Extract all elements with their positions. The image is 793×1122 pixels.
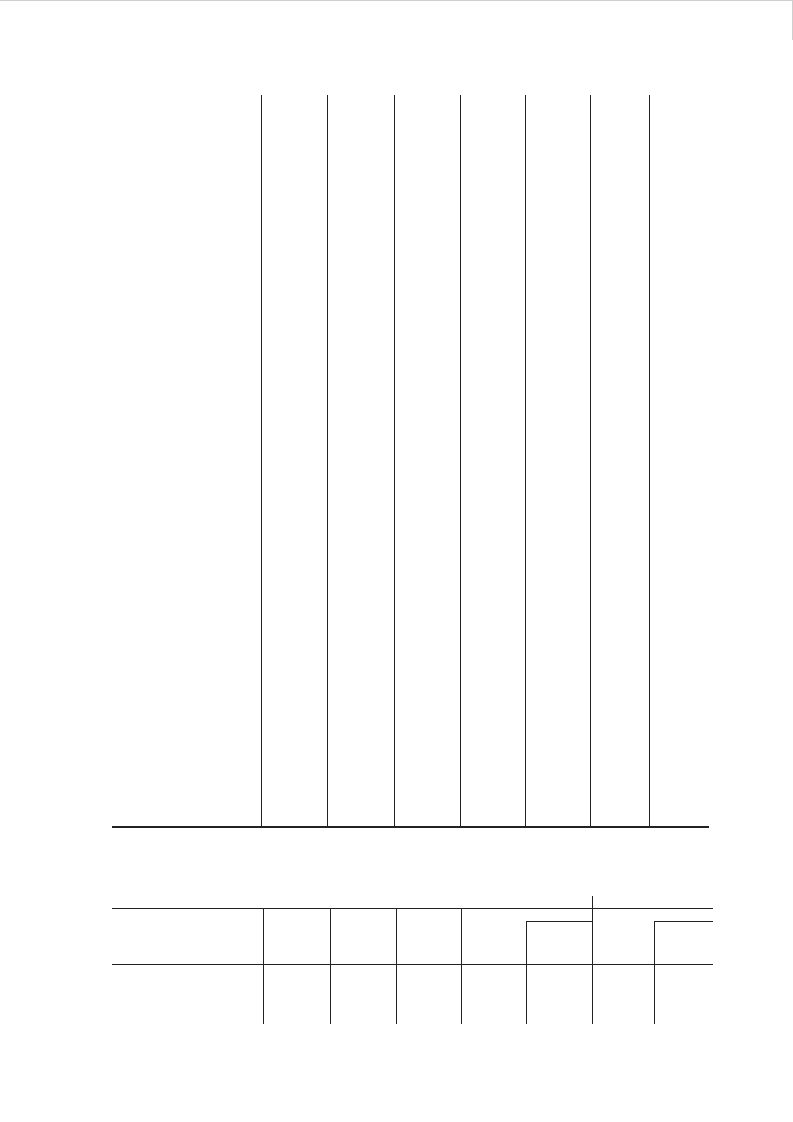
divider-col-4: [525, 95, 526, 826]
hdr-div-3: [396, 908, 397, 1024]
divider-col-1: [327, 95, 328, 826]
page-top-edge: [0, 0, 793, 1]
onpost2-top-rule: [654, 921, 713, 922]
hdr-div-6: [592, 896, 593, 1024]
divider-label-col: [261, 95, 262, 826]
divider-col-5: [590, 95, 591, 826]
header-bottom-rule: [112, 964, 713, 965]
divider-col-6: [649, 95, 650, 826]
hdr-div-2: [330, 908, 331, 1024]
table-bottom-rule: [112, 826, 709, 828]
header-top-rule: [112, 908, 713, 909]
divider-col-2: [394, 95, 395, 826]
hdr-div-1: [263, 908, 264, 1024]
divider-col-3: [460, 95, 461, 826]
onpost1-top-rule: [526, 921, 592, 922]
hdr-div-4: [461, 908, 462, 1024]
section-heading-total-wages: [112, 968, 709, 998]
